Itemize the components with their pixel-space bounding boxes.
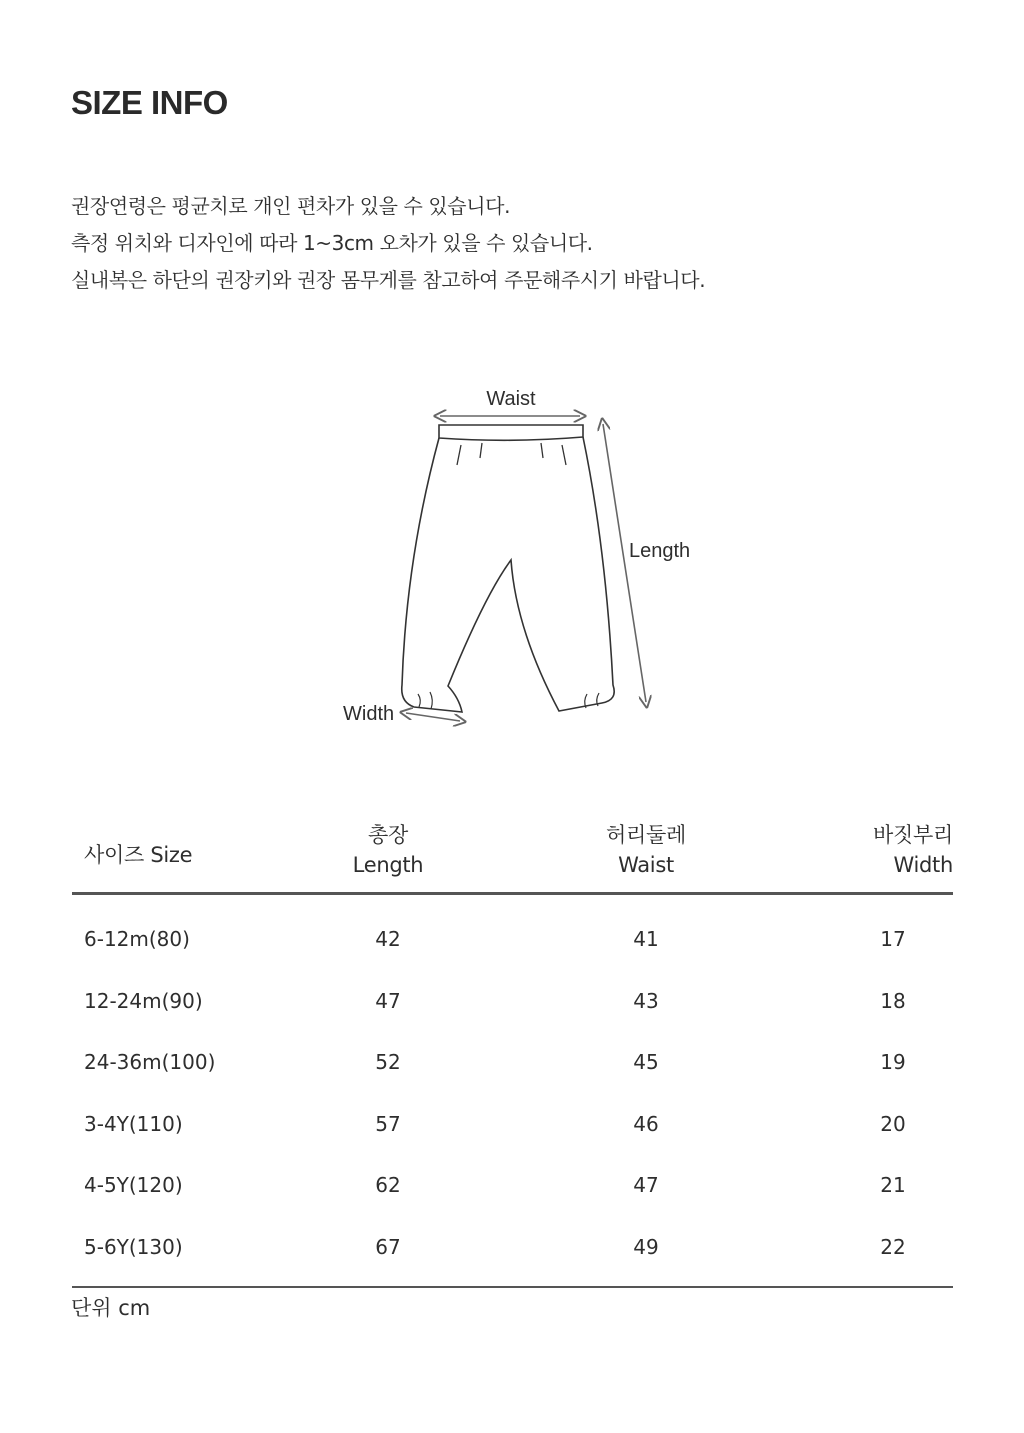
header-width-en: Width [893, 853, 953, 877]
width-arrow [406, 713, 460, 721]
pants-measurement-illustration [330, 380, 710, 740]
cell-size: 5-6Y(130) [84, 1234, 183, 1259]
table-header [72, 818, 953, 895]
size-table [72, 818, 953, 1288]
unit-note: 단위 cm [71, 1296, 151, 1320]
cell-width: 20 [880, 1111, 906, 1136]
header-waist-en: Waist [618, 853, 674, 877]
pants-diagram [330, 380, 710, 740]
cell-size: 6-12m(80) [84, 927, 190, 951]
cell-waist: 45 [633, 1050, 659, 1074]
page-title: SIZE INFO [71, 84, 228, 121]
cell-width: 21 [880, 1173, 906, 1197]
header-length-ko: 총장 [368, 823, 408, 847]
cell-length: 57 [375, 1111, 401, 1136]
header-waist [571, 820, 721, 880]
waist-label: Waist [486, 388, 536, 410]
pants-outline [402, 437, 614, 712]
header-width-ko: 바짓부리 [873, 823, 953, 847]
note-line: 실내복은 하단의 권장키와 권장 몸무게를 참고하여 주문해주시기 바랍니다. [71, 268, 706, 292]
table-row [72, 973, 953, 1035]
cell-width: 18 [880, 988, 906, 1013]
cell-length: 47 [375, 988, 401, 1013]
size-notes [71, 188, 705, 299]
table-body [72, 895, 953, 1288]
cell-length: 62 [375, 1173, 401, 1197]
cell-length: 42 [375, 927, 401, 951]
header-size: 사이즈 Size [84, 843, 193, 867]
cell-size: 24-36m(100) [84, 1050, 216, 1074]
cell-width: 17 [880, 927, 906, 951]
cell-waist: 47 [633, 1173, 659, 1197]
header-width [803, 820, 953, 880]
cell-size: 4-5Y(120) [84, 1173, 183, 1197]
header-waist-ko: 허리둘레 [606, 823, 686, 847]
cell-length: 52 [375, 1050, 401, 1074]
note-line: 측정 위치와 디자인에 따라 1~3cm 오차가 있을 수 있습니다. [71, 231, 593, 255]
cell-width: 22 [880, 1234, 906, 1259]
cell-size: 12-24m(90) [84, 988, 203, 1013]
cell-waist: 49 [633, 1234, 659, 1259]
cell-width: 19 [880, 1050, 906, 1074]
cell-waist: 46 [633, 1111, 659, 1136]
note-line: 권장연령은 평균치로 개인 편차가 있을 수 있습니다. [71, 194, 511, 218]
width-label: Width [343, 703, 395, 725]
table-row [72, 1034, 953, 1096]
table-row [72, 911, 953, 973]
table-row [72, 1157, 953, 1219]
cell-length: 67 [375, 1234, 401, 1259]
header-length [313, 820, 463, 880]
cell-size: 3-4Y(110) [84, 1111, 183, 1136]
header-length-en: Length [352, 853, 424, 877]
cell-waist: 41 [633, 927, 659, 951]
table-row [72, 1096, 953, 1158]
length-label: Length [629, 540, 691, 562]
length-arrow [603, 424, 646, 702]
cell-waist: 43 [633, 988, 659, 1013]
table-row [72, 1219, 953, 1281]
waistband [439, 425, 583, 440]
